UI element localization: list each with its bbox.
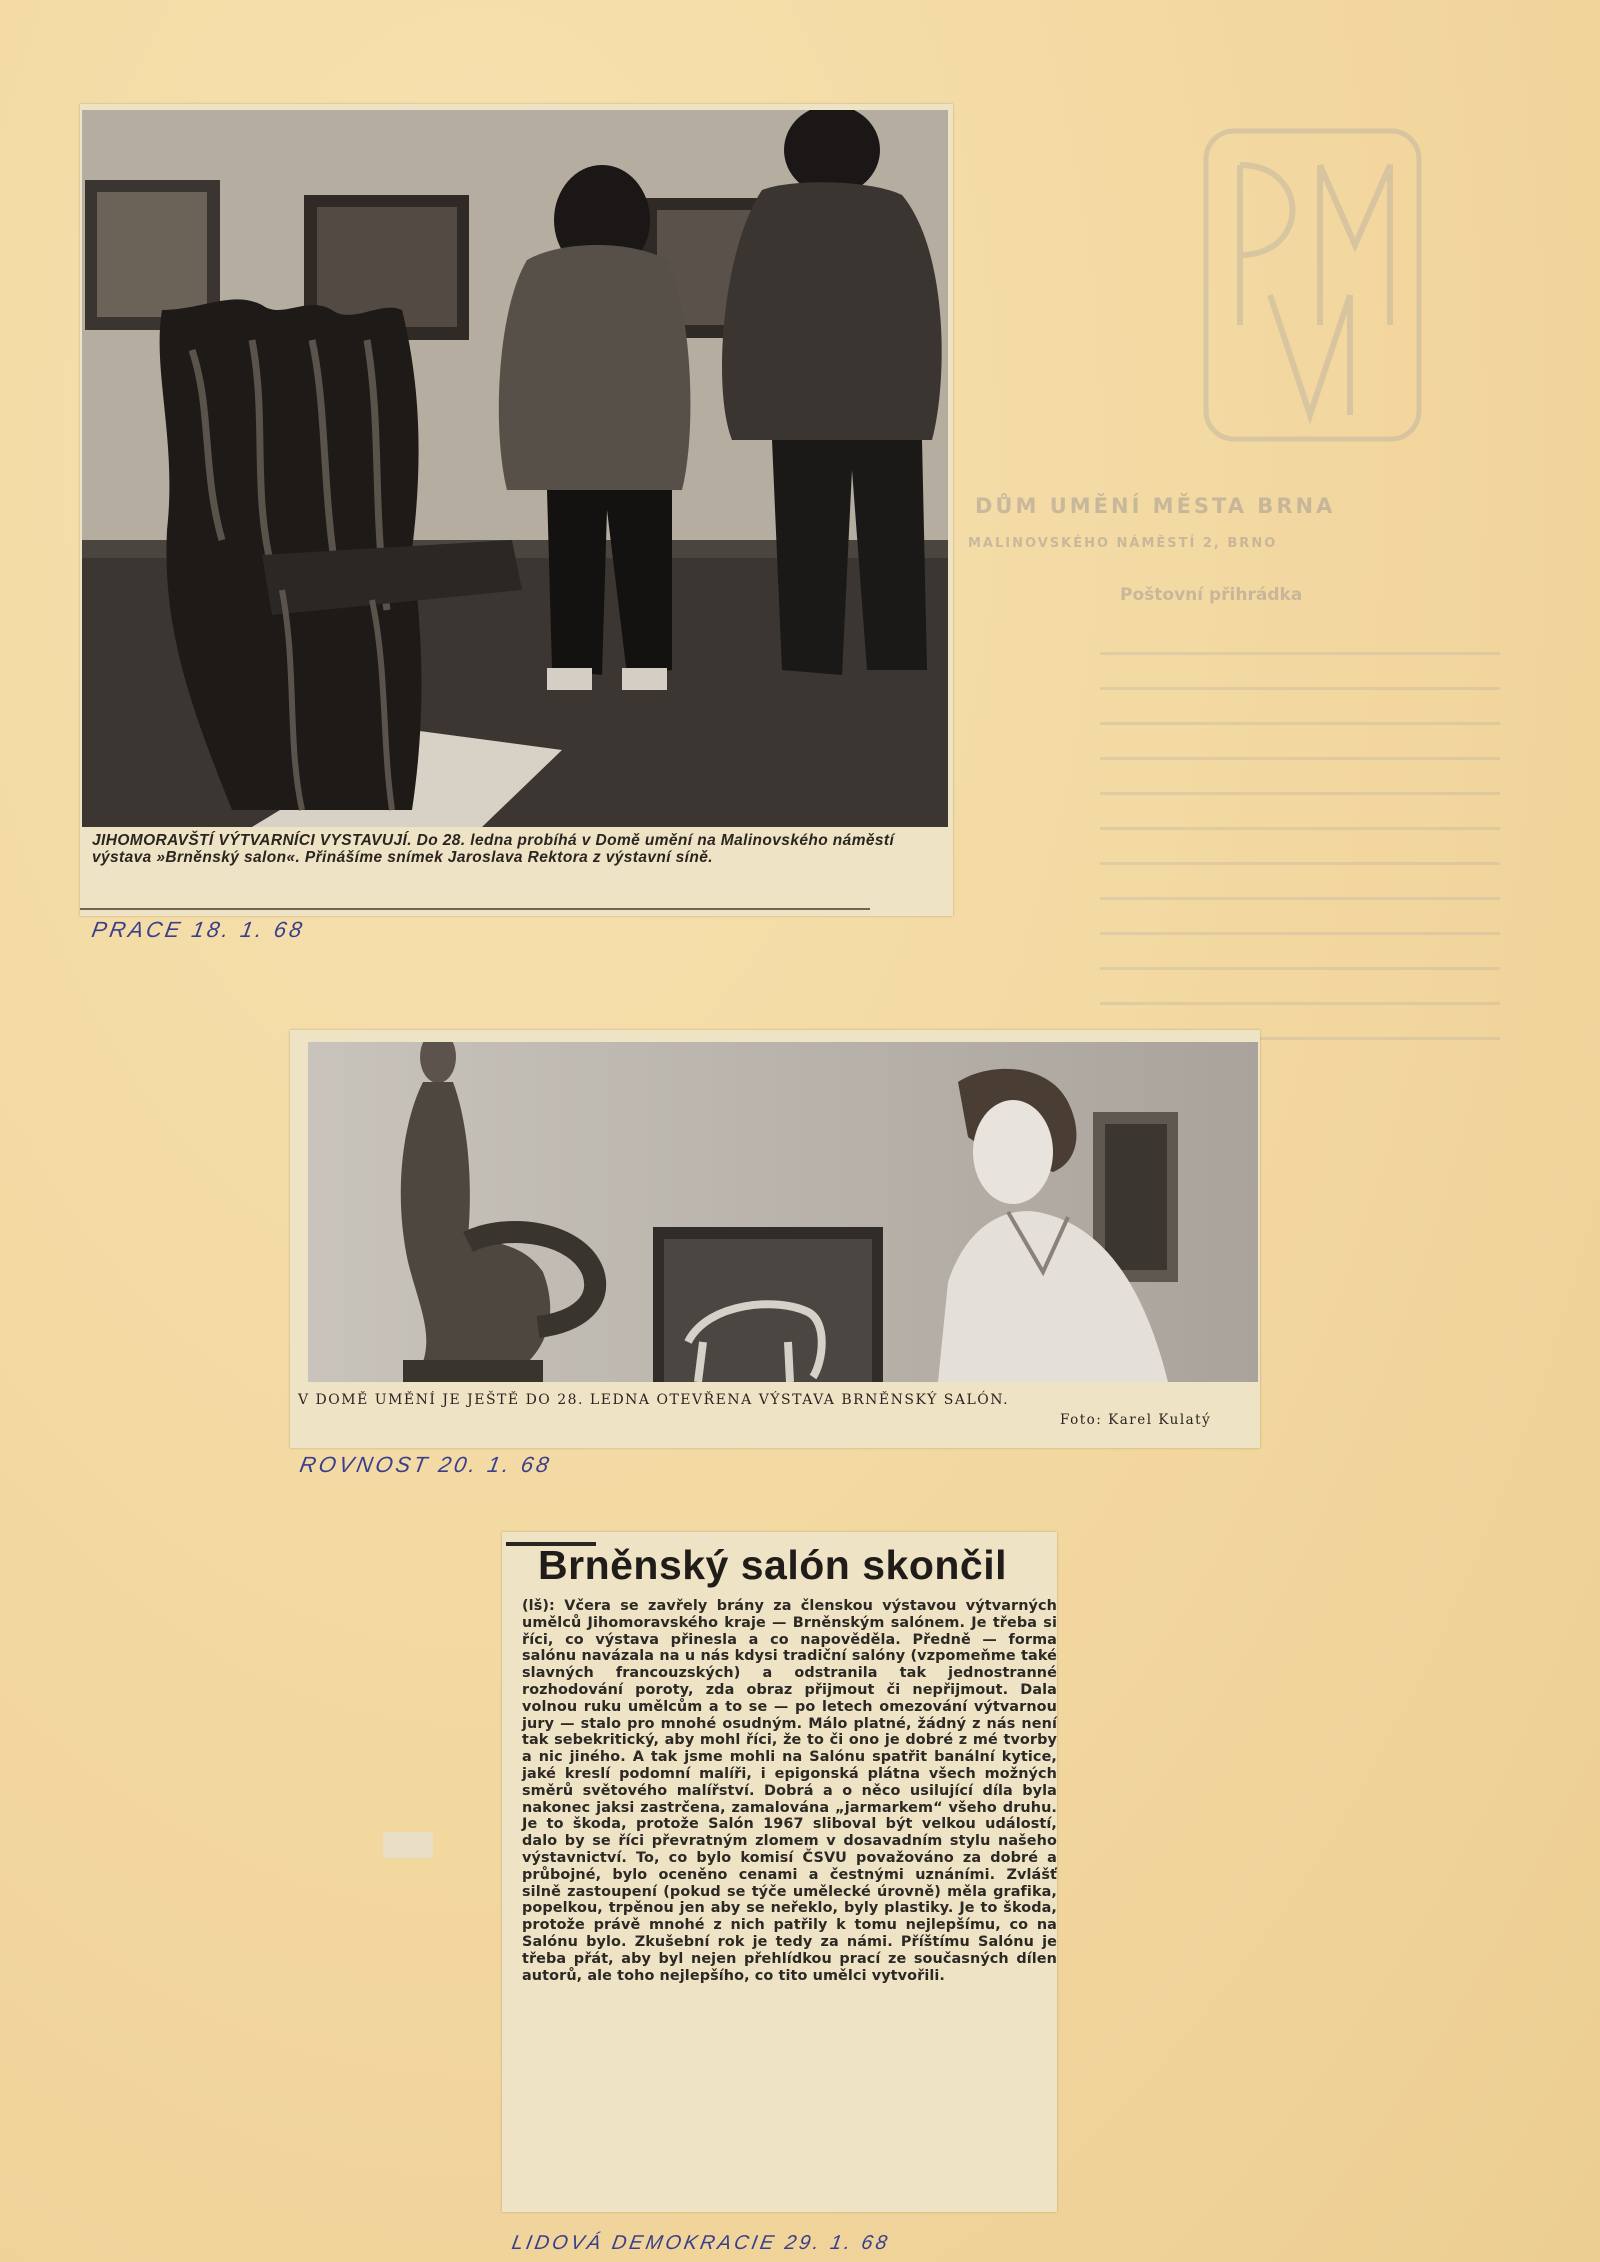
exhibition-photo [82, 110, 948, 827]
clipping-lidova-demokracie [502, 1532, 1057, 2212]
article-body: (lš): Včera se zavřely brány za členskou výstavou výtvarných umělců Jihomoravského kraje — Brněnským salónem. Je třeba si říci, co výstava přinesla a co napověděla. Předně — forma salónu navázala na u nás kdysi tradiční salóny (vzpomeňme také slavných francouzských) a odstranila tak jednostranné rozhodování poroty, zda obraz přijmout či nepřijmout. Dala volnou ruku umělcům a to se — po letech omezování výtvarnou jury — stalo pro mnohé osudným. Málo platné, žádný z nás není tak sebekritický, aby mohl říci, že to či ono je dobré z mé tvorby a nic jiného. A tak jsme mohli na Salónu spatřit banální kytice, jaké kreslí podomní malíři, i epigonská plátna všech možných směrů světového malířství. Dobrá a o něco usilující díla byla nakonec jaksi zastrčena, zamalována „jarmarkem“ všeho druhu. Je to škoda, protože Salón 1967 sliboval být velkou událostí, dalo by se říci převratným zlomem v dosavadním stylu našeho výstavnictví. To, co bylo komisí ČSVU považováno za dobré a průbojné, bylo oceněno cenami a čestnými uznáními. Zvlášť silně zastoupení (pokud se týče umělecké úrovně) měla grafika, popelkou, trpěnou jen aby se neřeklo, byly plastiky. Je to škoda, protože právě mnohé z nich patřily k tomu nejlepšímu, co na Salónu bylo. Zkušební rok je tedy za námi. Příštímu Salónu je třeba přát, aby byl nejen přehlídkou prací ze současných dílen autorů, ale toho nejlepšího, co tito umělci vytvořili. [522, 1598, 1057, 1984]
horse-painting [653, 1227, 883, 1382]
clipping-prace [80, 104, 953, 916]
clipping-rovnost [290, 1030, 1260, 1448]
stamp-ruled-lines [1100, 620, 1500, 1070]
source-note-prace: PRACE 18. 1. 68 [89, 917, 307, 942]
margin-mark [383, 1832, 433, 1858]
stamp-subtitle: MALINOVSKÉHO NÁMĚSTÍ 2, BRNO [968, 536, 1278, 551]
clipping-bottom-rule [80, 908, 870, 910]
photo-credit: Foto: Karel Kulatý [1060, 1412, 1212, 1428]
photo-caption: V DOMĚ UMĚNÍ JE JEŠTĚ DO 28. LEDNA OTEVŘENA VÝSTAVA BRNĚNSKÝ SALÓN. [298, 1392, 1010, 1408]
source-note-rovnost: ROVNOST 20. 1. 68 [297, 1452, 554, 1477]
source-note-lidova-demokracie: LIDOVÁ DEMOKRACIE 29. 1. 68 [510, 2232, 892, 2254]
stamp-title: DŮM UMĚNÍ MĚSTA BRNA [975, 494, 1336, 518]
sculpture-photo [308, 1042, 1258, 1382]
monogram-logo [1200, 125, 1425, 445]
stamp-label: Poštovní přihrádka [1120, 585, 1303, 605]
photo-caption: JIHOMORAVŠTÍ VÝTVARNÍCI VYSTAVUJÍ. Do 28. ledna probíhá v Domě umění na Malinovského náměstí výstava »Brněnský salon«. Přinášíme snímek Jaroslava Rektora z výstavní síně. [92, 832, 895, 866]
article-headline: Brněnský salón skončil [538, 1542, 1008, 1588]
